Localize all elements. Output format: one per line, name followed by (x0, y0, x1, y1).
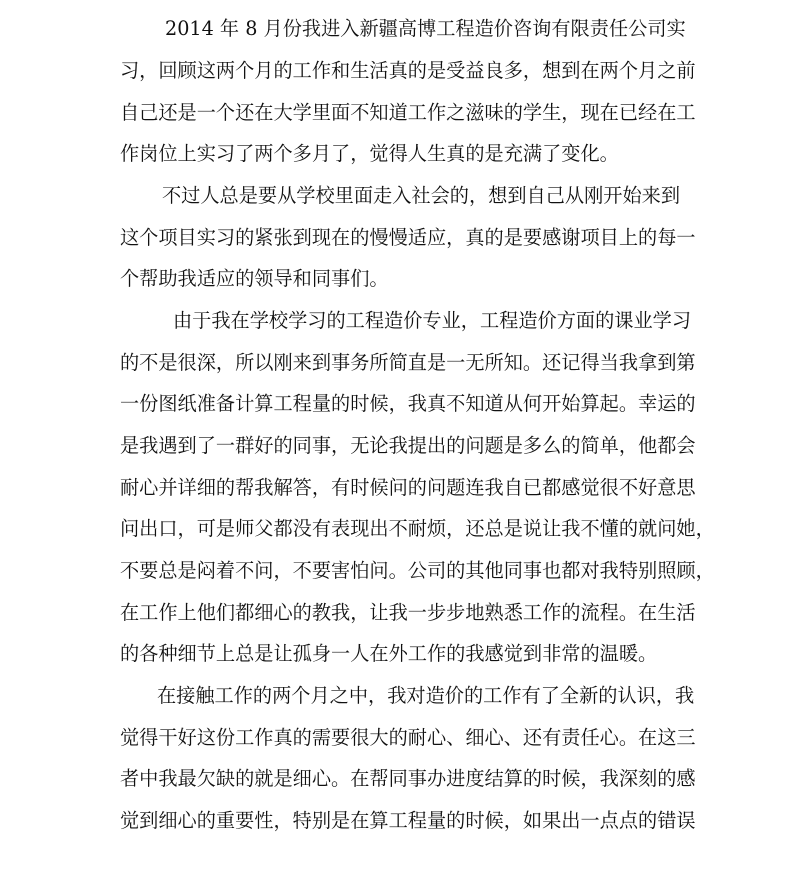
paragraph-1-line-3: 自己还是一个还在大学里面不知道工作之滋味的学生，现在已经在工 (120, 101, 696, 124)
paragraph-1-line-2: 习，回顾这两个月的工作和生活真的是受益良多，想到在两个月之前 (120, 59, 696, 82)
paragraph-3-line-1: 由于我在学校学习的工程造价专业，工程造价方面的课业学习 (173, 309, 692, 332)
paragraph-1-line-1: 2014 年 8 月份我进入新疆高博工程造价咨询有限责任公司实 (165, 17, 686, 40)
paragraph-4-line-3: 者中我最欠缺的就是细心。在帮同事办进度结算的时候，我深刻的感 (120, 767, 696, 790)
paragraph-1-line-4: 作岗位上实习了两个多月了，觉得人生真的是充满了变化。 (120, 142, 619, 165)
paragraph-3-line-4: 是我遇到了一群好的同事，无论我提出的问题是多么的简单，他都会 (120, 434, 696, 457)
paragraph-3-line-8: 在工作上他们都细心的教我，让我一步步地熟悉工作的流程。在生活 (120, 601, 696, 624)
paragraph-3-line-5: 耐心并详细的帮我解答，有时候问的问题连我自已都感觉很不好意思 (120, 476, 696, 499)
paragraph-2-line-1: 不过人总是要从学校里面走入社会的，想到自己从刚开始来到 (162, 184, 681, 207)
paragraph-3-line-9: 的各种细节上总是让孤身一人在外工作的我感觉到非常的温暖。 (120, 642, 658, 665)
paragraph-4-line-4: 觉到细心的重要性，特别是在算工程量的时候，如果出一点点的错误 (120, 809, 696, 832)
paragraph-4-line-2: 觉得干好这份工作真的需要很大的耐心、细心、还有责任心。在这三 (120, 726, 696, 749)
paragraph-4-line-1: 在接触工作的两个月之中，我对造价的工作有了全新的认识，我 (157, 684, 695, 707)
paragraph-3-line-2: 的不是很深，所以刚来到事务所简直是一无所知。还记得当我拿到第 (120, 351, 696, 374)
paragraph-3-line-7: 不要总是闷着不问，不要害怕问。公司的其他同事也都对我特别照顾， (120, 559, 715, 582)
paragraph-3-line-3: 一份图纸准备计算工程量的时候，我真不知道从何开始算起。幸运的 (120, 392, 696, 415)
paragraph-3-line-6: 问出口，可是师父都没有表现出不耐烦，还总是说让我不懂的就问她， (120, 517, 715, 540)
paragraph-2-line-3: 个帮助我适应的领导和同事们。 (120, 267, 389, 290)
paragraph-2-line-2: 这个项目实习的紧张到现在的慢慢适应，真的是要感谢项目上的每一 (120, 226, 696, 249)
